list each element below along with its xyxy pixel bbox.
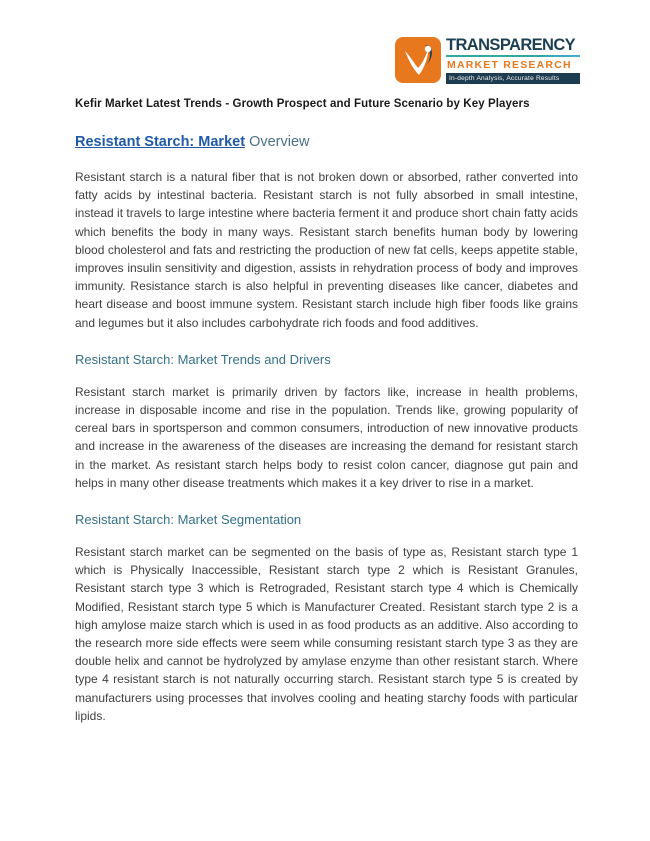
paragraph-overview: Resistant starch is a natural fiber that is not broken down or absorbed, rather converted into fatty acids by intestinal bacteria. Resistant starch is not fully absorbed in small intestine, instead it travels to large intestine where bacteria ferment it and produce short chain fatty acids which benefits the body in many ways. Resistant starch benefits human body by lowering blood cholesterol and fats and restricting the production of new fat cells, keeps appetite stable, improves insulin sensitivity and digestion, assists in rehydration process of body and improves immunity. Resistance starch is also helpful in preventing diseases like cancer, diabetes and heart disease and boost immune system. Resistant starch include high fiber foods like grains and legumes but it also includes carbohydrate rich foods and food additives. <box>75 170 578 330</box>
paragraph-trends-drivers: Resistant starch market is primarily driven by factors like, increase in health problems, increase in disposable income and rise in the population. Trends like, growing popularity of cereal bars in sportsperson and common consumers, introduction of new innovative products and increase in the awareness of the diseases are increasing the demand for resistant starch in the market. As resistant starch helps body to resist colon cancer, diagnose gut pain and helps in many other disease treatments which makes it a key driver to rise in a market. <box>75 384 578 490</box>
tmr-logo <box>395 37 580 84</box>
section-heading-overview <box>75 134 578 150</box>
logo-tagline: In-depth Analysis, Accurate Results <box>446 73 580 84</box>
logo-text-block <box>446 37 580 84</box>
paragraph-segmentation: Resistant starch market can be segmented on the basis of type as, Resistant starch type 1 which is Physically Inaccessible, Resistant starch type 2 which is Resistant Granules, Resistant starch type 3 which is Retrograded, Resistant starch type 4 which is Chemically Modified, Resistant starch type 5 which is Manufacturer Created. Resistant starch type 2 is a high amylose maize starch which is used in as food products as an additive. Also according to the research more side effects were seem while consuming resistant starch type 3 as they are double helix and cannot be hydrolyzed by amylase enzyme than other resistant starch. Where type 4 resistant starch is not naturally occurring starch. Resistant starch type 5 is created by manufacturers using processes that involves cooling and heating starchy foods with particular lipids. <box>75 545 578 723</box>
heading-overview-suffix: Overview <box>249 134 310 150</box>
logo-underline <box>446 55 580 57</box>
checkmark-icon <box>395 37 441 83</box>
resistant-starch-market-link[interactable]: Resistant Starch: Market <box>75 134 246 150</box>
section-heading-segmentation: Resistant Starch: Market Segmentation <box>75 512 302 528</box>
logo-brand-line2: MARKET RESEARCH <box>447 59 572 72</box>
logo-brand-line1: TRANSPARENCY <box>446 36 576 54</box>
page-title: Kefir Market Latest Trends - Growth Prospect and Future Scenario by Key Players <box>75 98 530 110</box>
article-content <box>75 98 578 741</box>
section-heading-trends-drivers: Resistant Starch: Market Trends and Drivers <box>75 351 331 367</box>
